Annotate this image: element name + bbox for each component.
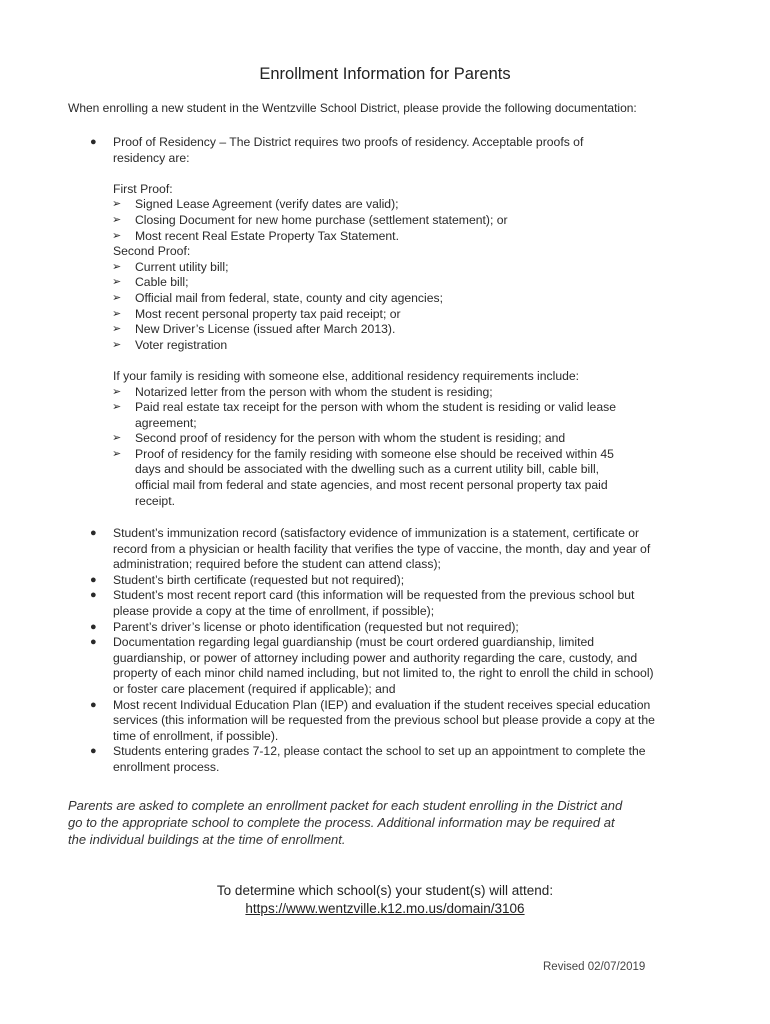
arrow-bullet-icon: ➢	[112, 432, 122, 445]
list-item	[90, 431, 710, 447]
documentation-item-text: property of each minor child named including, but not limited to, the right to enroll the child in school)	[113, 666, 654, 681]
list-item-text: agreement;	[135, 415, 197, 430]
second-proof-list	[90, 260, 710, 354]
bullet-icon: ●	[90, 636, 97, 649]
documentation-item	[90, 744, 710, 775]
documentation-item	[90, 588, 710, 619]
documentation-item-text: Students entering grades 7-12, please contact the school to set up an appointment to complete the	[113, 744, 646, 759]
arrow-bullet-icon: ➢	[112, 198, 122, 211]
documentation-list	[90, 526, 710, 776]
bullet-icon: ●	[90, 136, 97, 148]
list-item-text: Most recent Real Estate Property Tax Statement.	[135, 228, 399, 243]
documentation-item-text: Documentation regarding legal guardianship (must be court ordered guardianship, limited	[113, 635, 595, 650]
arrow-bullet-icon: ➢	[112, 260, 122, 273]
residency-bullet	[90, 135, 710, 166]
revised-date: Revised 02/07/2019	[543, 961, 646, 973]
arrow-bullet-icon: ➢	[112, 229, 122, 242]
list-item-text: Closing Document for new home purchase (settlement statement); or	[135, 212, 508, 227]
arrow-bullet-icon: ➢	[112, 401, 122, 414]
arrow-bullet-icon: ➢	[112, 338, 122, 351]
documentation-item	[90, 698, 710, 745]
first-proof-list	[90, 197, 710, 244]
list-item-text: Official mail from federal, state, county and city agencies;	[135, 290, 443, 305]
arrow-bullet-icon: ➢	[112, 307, 122, 320]
documentation-item	[90, 573, 710, 589]
bullet-icon: ●	[90, 745, 97, 758]
closing-line: the individual buildings at the time of enrollment.	[68, 832, 346, 847]
documentation-item-text: Student’s immunization record (satisfactory evidence of immunization is a statement, certificate or	[113, 526, 640, 540]
list-item-text: Cable bill;	[135, 275, 189, 290]
arrow-bullet-icon: ➢	[112, 447, 122, 460]
list-item	[90, 260, 710, 276]
documentation-item-text: services (this information will be requested from the previous school but please provide a copy at the	[113, 713, 655, 728]
documentation-item-text: enrollment process.	[113, 759, 220, 774]
list-item-text: Signed Lease Agreement (verify dates are valid);	[135, 197, 399, 212]
documentation-item-text: or foster care placement (required if applicable); and	[113, 681, 396, 696]
list-item-text: official mail from federal and state agencies, and most recent personal property tax paid	[135, 478, 608, 493]
documentation-item-text: Student’s birth certificate (requested but not required);	[113, 572, 405, 587]
arrow-bullet-icon: ➢	[112, 213, 122, 226]
list-item-text: New Driver’s License (issued after March 2013).	[135, 322, 396, 337]
arrow-bullet-icon: ➢	[112, 291, 122, 304]
arrow-bullet-icon: ➢	[112, 385, 122, 398]
bullet-icon: ●	[90, 573, 97, 586]
page-title: Enrollment Information for Parents	[259, 65, 511, 83]
documentation-item-text: Parent’s driver’s license or photo identification (requested but not required);	[113, 619, 519, 634]
bullet-icon: ●	[90, 589, 97, 602]
arrow-bullet-icon: ➢	[112, 276, 122, 289]
list-item	[90, 307, 710, 323]
documentation-item-text: record from a physician or health facility that verifies the type of vaccine, the month, day and year of	[113, 541, 651, 556]
family-requirements-label: If your family is residing with someone else, additional residency requirements include:	[113, 368, 580, 383]
closing-line: go to the appropriate school to complete the process. Additional information may be required at	[68, 815, 615, 830]
documentation-item-text: guardianship, or power of attorney including power and authority regarding the care, custody, and	[113, 650, 638, 665]
documentation-item	[90, 526, 710, 573]
residency-line-2: residency are:	[113, 150, 190, 165]
residency-line-1: Proof of Residency – The District requires two proofs of residency. Acceptable proofs of	[113, 135, 584, 149]
closing-note	[68, 797, 708, 848]
list-item	[90, 447, 710, 509]
second-proof-label: Second Proof:	[113, 244, 191, 259]
list-item	[90, 213, 710, 229]
school-lookup-text: To determine which school(s) your student(s) will attend:	[216, 883, 554, 898]
list-item-text: Paid real estate tax receipt for the person with whom the student is residing or valid lease	[135, 400, 616, 415]
family-requirements-list	[90, 385, 710, 510]
list-item	[90, 338, 710, 354]
closing-line: Parents are asked to complete an enrollment packet for each student enrolling in the District and	[68, 798, 623, 813]
documentation-item-text: Student’s most recent report card (this information will be requested from the previous school but	[113, 588, 635, 603]
list-item	[90, 400, 710, 431]
list-item-text: Second proof of residency for the person with whom the student is residing; and	[135, 431, 566, 446]
list-item	[90, 291, 710, 307]
list-item-text: receipt.	[135, 493, 175, 508]
list-item-text: Proof of residency for the family residing with someone else should be received within 45	[135, 446, 614, 461]
intro-text: When enrolling a new student in the Wentzville School District, please provide the following documentation:	[68, 101, 637, 115]
list-item-text: Notarized letter from the person with whom the student is residing;	[135, 384, 493, 399]
list-item	[90, 322, 710, 338]
list-item	[90, 229, 710, 245]
documentation-item-text: administration; required before the student can attend class);	[113, 557, 441, 572]
bullet-icon: ●	[90, 527, 97, 539]
school-lookup-link[interactable]: https://www.wentzville.k12.mo.us/domain/3106	[245, 900, 525, 916]
first-proof-label: First Proof:	[113, 181, 173, 196]
bullet-icon: ●	[90, 698, 97, 711]
school-lookup	[0, 882, 770, 917]
list-item	[90, 385, 710, 401]
bullet-icon: ●	[90, 620, 97, 633]
list-item-text: Most recent personal property tax paid receipt; or	[135, 306, 401, 321]
documentation-item	[90, 620, 710, 636]
list-item-text: Current utility bill;	[135, 259, 229, 274]
documentation-item-text: Most recent Individual Education Plan (IEP) and evaluation if the student receives special education	[113, 697, 651, 712]
arrow-bullet-icon: ➢	[112, 323, 122, 336]
documentation-item-text: time of enrollment, if possible).	[113, 728, 279, 743]
documentation-item-text: please provide a copy at the time of enrollment, if possible);	[113, 603, 435, 618]
list-item-text: days and should be associated with the dwelling such as a current utility bill, cable bill,	[135, 462, 600, 477]
list-item	[90, 275, 710, 291]
list-item	[90, 197, 710, 213]
list-item-text: Voter registration	[135, 337, 228, 352]
residency-section	[90, 135, 710, 509]
documentation-item	[90, 635, 710, 697]
